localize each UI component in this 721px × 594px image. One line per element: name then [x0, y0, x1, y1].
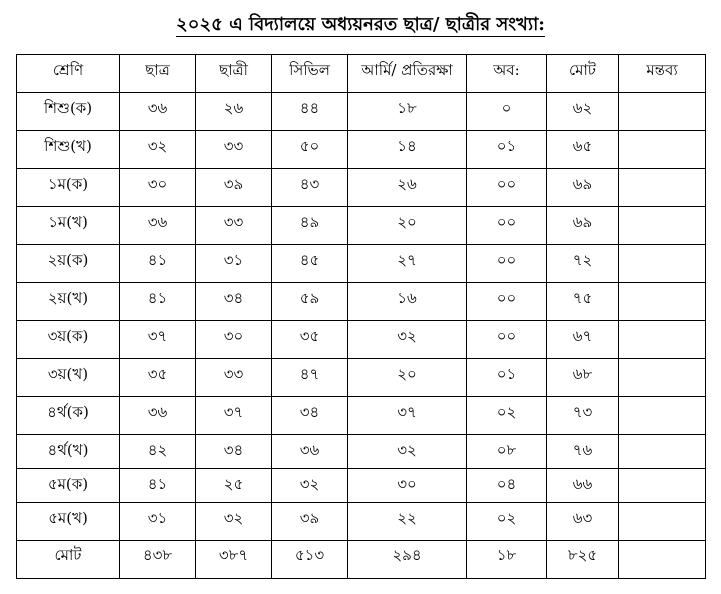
cell-girls: ৩৭ — [196, 397, 272, 435]
cell-remarks — [619, 469, 706, 503]
cell-girls: ২৫ — [196, 469, 272, 503]
cell-civil: ৫৯ — [272, 283, 348, 321]
cell-boys: ৩৭ — [120, 321, 196, 359]
cell-army: ২২ — [348, 503, 467, 541]
cell-retired: ০০ — [467, 283, 547, 321]
totals-total: ৮২৫ — [547, 541, 619, 579]
cell-civil: ৩৫ — [272, 321, 348, 359]
cell-remarks — [619, 435, 706, 469]
cell-boys: ৪১ — [120, 245, 196, 283]
table-row — [17, 245, 706, 283]
cell-girls: ৩৪ — [196, 435, 272, 469]
cell-army: ৩৭ — [348, 397, 467, 435]
cell-class: ৩য়(ক) — [17, 321, 120, 359]
totals-row — [17, 541, 706, 579]
table-row — [17, 131, 706, 169]
cell-class: শিশু(খ) — [17, 131, 120, 169]
cell-boys: ৩২ — [120, 131, 196, 169]
cell-remarks — [619, 397, 706, 435]
cell-army: ২৭ — [348, 245, 467, 283]
cell-class: ৫ম(খ) — [17, 503, 120, 541]
totals-army: ২৯৪ — [348, 541, 467, 579]
cell-total: ৭৬ — [547, 435, 619, 469]
table-row — [17, 207, 706, 245]
cell-retired: ০ — [467, 93, 547, 131]
cell-class: শিশু(ক) — [17, 93, 120, 131]
cell-total: ৬৬ — [547, 469, 619, 503]
cell-girls: ৩৪ — [196, 283, 272, 321]
cell-remarks — [619, 359, 706, 397]
cell-civil: ৪৭ — [272, 359, 348, 397]
totals-remarks — [619, 541, 706, 579]
cell-army: ৩২ — [348, 321, 467, 359]
totals-civil: ৫১৩ — [272, 541, 348, 579]
cell-retired: ০০ — [467, 169, 547, 207]
cell-civil: ৪৪ — [272, 93, 348, 131]
page-title-text: ২০২৫ এ বিদ্যালয়ে অধ্যয়নরত ছাত্র/ ছাত্রীর সংখ্যা: — [176, 14, 545, 35]
cell-class: ৫ম(ক) — [17, 469, 120, 503]
cell-remarks — [619, 93, 706, 131]
totals-boys: ৪৩৮ — [120, 541, 196, 579]
cell-boys: ৪১ — [120, 469, 196, 503]
cell-total: ৬৯ — [547, 207, 619, 245]
cell-army: ২৬ — [348, 169, 467, 207]
cell-remarks — [619, 503, 706, 541]
cell-army: ২০ — [348, 359, 467, 397]
cell-remarks — [619, 131, 706, 169]
table-row — [17, 283, 706, 321]
cell-girls: ২৬ — [196, 93, 272, 131]
table-row — [17, 93, 706, 131]
table-row — [17, 169, 706, 207]
header-boys: ছাত্র — [120, 55, 196, 93]
student-count-table — [16, 54, 706, 579]
cell-boys: ৩০ — [120, 169, 196, 207]
header-total: মোট — [547, 55, 619, 93]
cell-boys: ৪১ — [120, 283, 196, 321]
cell-retired: ০৪ — [467, 469, 547, 503]
cell-girls: ৩৩ — [196, 131, 272, 169]
table-header-row — [17, 55, 706, 93]
cell-army: ১৪ — [348, 131, 467, 169]
table-row — [17, 469, 706, 503]
cell-girls: ৩৩ — [196, 207, 272, 245]
header-class: শ্রেণি — [17, 55, 120, 93]
cell-total: ৬৯ — [547, 169, 619, 207]
cell-total: ৭২ — [547, 245, 619, 283]
header-remarks: মন্তব্য — [619, 55, 706, 93]
cell-army: ২০ — [348, 207, 467, 245]
cell-total: ৬৮ — [547, 359, 619, 397]
table-row — [17, 397, 706, 435]
table-row — [17, 321, 706, 359]
cell-retired: ০০ — [467, 245, 547, 283]
cell-remarks — [619, 207, 706, 245]
cell-total: ৬২ — [547, 93, 619, 131]
cell-boys: ৩৬ — [120, 93, 196, 131]
cell-army: ৩০ — [348, 469, 467, 503]
cell-girls: ৩৯ — [196, 169, 272, 207]
cell-boys: ৩৬ — [120, 397, 196, 435]
cell-remarks — [619, 169, 706, 207]
totals-girls: ৩৮৭ — [196, 541, 272, 579]
cell-retired: ০০ — [467, 207, 547, 245]
page-title — [0, 10, 721, 41]
cell-girls: ৩২ — [196, 503, 272, 541]
cell-girls: ৩০ — [196, 321, 272, 359]
cell-civil: ৪৫ — [272, 245, 348, 283]
cell-retired: ০২ — [467, 397, 547, 435]
table-row — [17, 503, 706, 541]
cell-army: ১৮ — [348, 93, 467, 131]
cell-civil: ৪৯ — [272, 207, 348, 245]
cell-total: ৭৩ — [547, 397, 619, 435]
header-civil: সিভিল — [272, 55, 348, 93]
cell-remarks — [619, 321, 706, 359]
cell-civil: ৩৬ — [272, 435, 348, 469]
cell-total: ৬৩ — [547, 503, 619, 541]
cell-class: ৩য়(খ) — [17, 359, 120, 397]
cell-civil: ৩৯ — [272, 503, 348, 541]
cell-retired: ০০ — [467, 321, 547, 359]
cell-total: ৬৭ — [547, 321, 619, 359]
cell-boys: ৩১ — [120, 503, 196, 541]
cell-retired: ০১ — [467, 131, 547, 169]
cell-remarks — [619, 283, 706, 321]
cell-retired: ০৮ — [467, 435, 547, 469]
cell-civil: ৫০ — [272, 131, 348, 169]
totals-label: মোট — [17, 541, 120, 579]
table-row — [17, 435, 706, 469]
cell-remarks — [619, 245, 706, 283]
header-girls: ছাত্রী — [196, 55, 272, 93]
cell-civil: ৩২ — [272, 469, 348, 503]
cell-girls: ৩১ — [196, 245, 272, 283]
cell-class: ১ম(ক) — [17, 169, 120, 207]
header-army-defense: আর্মি/ প্রতিরক্ষা — [348, 55, 467, 93]
cell-boys: ৪২ — [120, 435, 196, 469]
cell-boys: ৩৬ — [120, 207, 196, 245]
table-row — [17, 359, 706, 397]
cell-boys: ৩৫ — [120, 359, 196, 397]
cell-total: ৭৫ — [547, 283, 619, 321]
cell-civil: ৩৪ — [272, 397, 348, 435]
cell-total: ৬৫ — [547, 131, 619, 169]
cell-retired: ০২ — [467, 503, 547, 541]
cell-class: ৪র্থ(ক) — [17, 397, 120, 435]
cell-class: ৪র্থ(খ) — [17, 435, 120, 469]
cell-civil: ৪৩ — [272, 169, 348, 207]
cell-army: ১৬ — [348, 283, 467, 321]
cell-class: ২য়(খ) — [17, 283, 120, 321]
totals-retired: ১৮ — [467, 541, 547, 579]
cell-girls: ৩৩ — [196, 359, 272, 397]
header-retired: অব: — [467, 55, 547, 93]
cell-class: ২য়(ক) — [17, 245, 120, 283]
cell-retired: ০১ — [467, 359, 547, 397]
cell-army: ৩২ — [348, 435, 467, 469]
cell-class: ১ম(খ) — [17, 207, 120, 245]
